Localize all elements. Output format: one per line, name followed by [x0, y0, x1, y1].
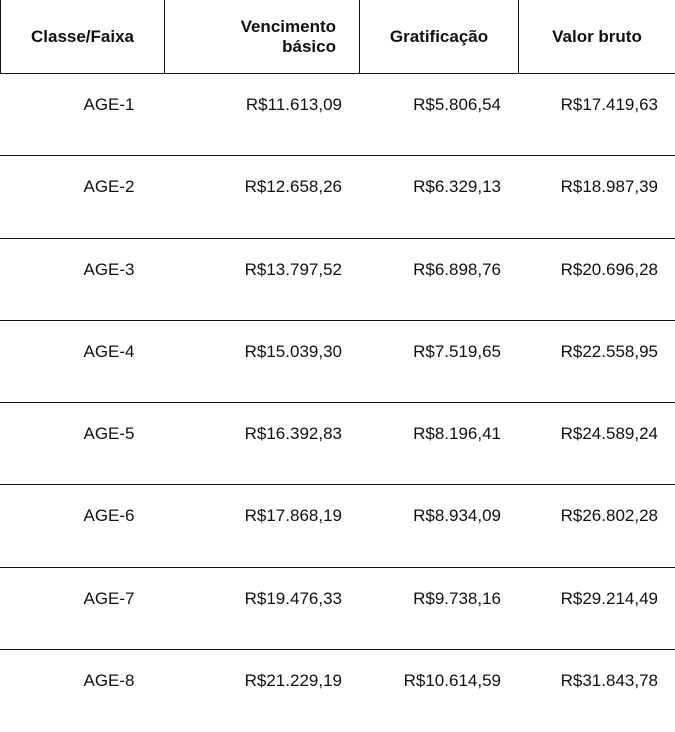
cell-classe: AGE-4: [83, 341, 135, 361]
cell-vencimento: R$11.613,09: [245, 95, 342, 114]
cell-vencimento: R$16.392,83: [244, 424, 342, 444]
cell-valor-bruto: R$26.802,28: [560, 506, 658, 526]
cell-gratificacao: R$10.614,59: [403, 671, 501, 691]
table-row: [0, 239, 675, 321]
table-row: [0, 403, 675, 485]
cell-valor-bruto: R$20.696,28: [560, 259, 658, 279]
header-classe-faixa: Classe/Faixa: [0, 0, 165, 74]
cell-gratificacao: R$7.519,65: [413, 341, 501, 361]
header-vencimento-line2: básico: [282, 37, 336, 56]
cell-vencimento: R$21.229,19: [244, 671, 342, 691]
header-vencimento-line1: Vencimento: [240, 17, 336, 36]
header-valor-bruto: Valor bruto: [552, 27, 642, 46]
cell-valor-bruto: R$22.558,95: [560, 341, 658, 361]
cell-classe: AGE-3: [83, 259, 135, 279]
cell-gratificacao: R$5.806,54: [413, 95, 501, 114]
cell-valor-bruto: R$18.987,39: [560, 177, 658, 197]
cell-vencimento: R$19.476,33: [244, 588, 342, 608]
cell-vencimento: R$15.039,30: [244, 341, 342, 361]
cell-valor-bruto: R$31.843,78: [560, 671, 658, 691]
cell-vencimento: R$13.797,52: [244, 259, 342, 279]
header-vencimento-basico: [165, 0, 360, 74]
cell-classe: AGE-8: [83, 671, 135, 691]
cell-gratificacao: R$8.934,09: [413, 506, 501, 526]
cell-vencimento: R$12.658,26: [244, 177, 342, 197]
cell-gratificacao: R$9.738,16: [413, 588, 501, 608]
table-row: [0, 650, 675, 732]
cell-vencimento: R$17.868,19: [244, 506, 342, 526]
table-row: [0, 485, 675, 567]
cell-classe: AGE-7: [83, 588, 135, 608]
cell-valor-bruto: R$17.419,63: [560, 95, 658, 114]
cell-gratificacao: R$8.196,41: [413, 424, 501, 444]
cell-gratificacao: R$6.329,13: [413, 177, 501, 197]
cell-classe: AGE-1: [83, 95, 135, 114]
table-row: [0, 568, 675, 650]
table-row: [0, 156, 675, 238]
cell-classe: AGE-2: [83, 177, 135, 197]
header-gratificacao: Gratificação: [360, 0, 519, 74]
cell-valor-bruto: R$24.589,24: [560, 424, 658, 444]
cell-valor-bruto: R$29.214,49: [560, 588, 658, 608]
cell-classe: AGE-6: [83, 506, 135, 526]
table-header: [0, 0, 675, 74]
table-row: [0, 74, 675, 156]
cell-classe: AGE-5: [83, 424, 135, 444]
table-row: [0, 321, 675, 403]
cell-gratificacao: R$6.898,76: [413, 259, 501, 279]
